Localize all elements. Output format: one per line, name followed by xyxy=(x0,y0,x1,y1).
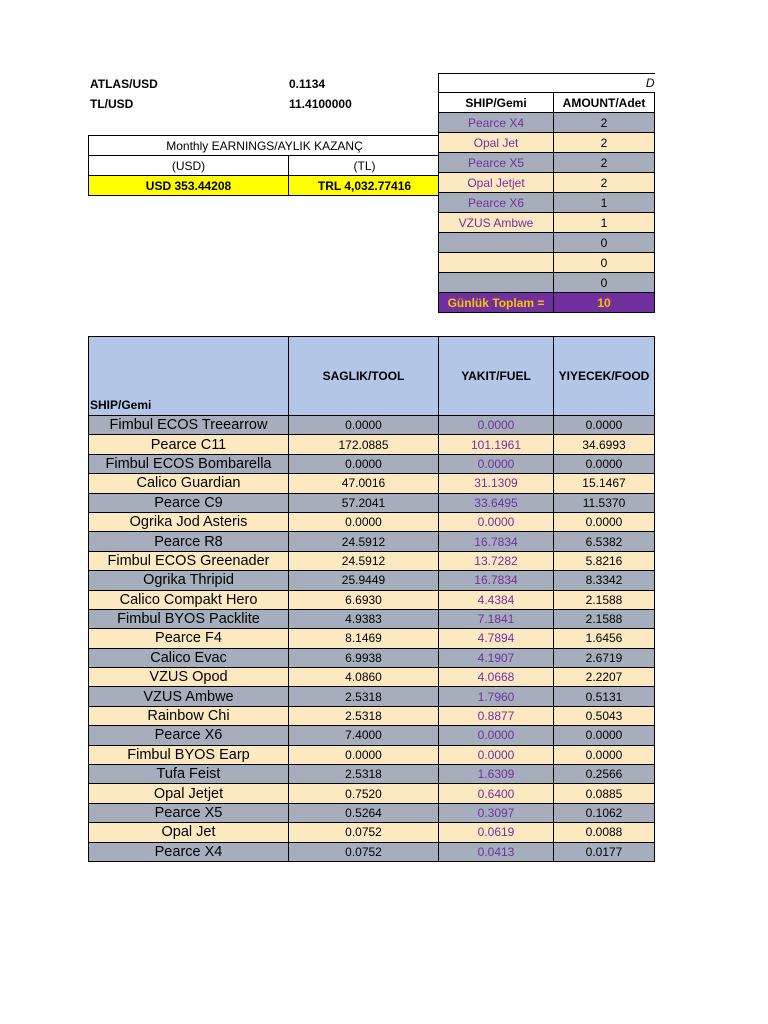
tool-value: 4.9383 xyxy=(289,609,439,628)
table-row xyxy=(89,629,655,648)
summary-amount: 2 xyxy=(554,133,655,153)
summary-amount: 1 xyxy=(554,193,655,213)
tool-value: 0.5264 xyxy=(289,803,439,822)
tool-value: 0.0000 xyxy=(289,416,439,435)
ship-name: VZUS Ambwe xyxy=(89,687,289,706)
food-value: 0.5043 xyxy=(554,706,655,725)
tool-value: 6.9938 xyxy=(289,648,439,667)
summary-row xyxy=(439,193,655,213)
tool-value: 2.5318 xyxy=(289,706,439,725)
tool-value: 172.0885 xyxy=(289,435,439,454)
summary-amount: 2 xyxy=(554,113,655,133)
earnings-tl-header: (TL) xyxy=(289,156,441,176)
table-row xyxy=(89,668,655,687)
summary-ship-name: Opal Jetjet xyxy=(439,173,554,193)
food-value: 2.6719 xyxy=(554,648,655,667)
food-value: 34.6993 xyxy=(554,435,655,454)
food-value: 0.0000 xyxy=(554,416,655,435)
ship-name: Fimbul ECOS Bombarella xyxy=(89,454,289,473)
fuel-value: 7.1841 xyxy=(439,609,554,628)
ship-name: Pearce X5 xyxy=(89,803,289,822)
main-ship-header: SHIP/Gemi xyxy=(89,337,289,416)
fuel-value: 31.1309 xyxy=(439,474,554,493)
fuel-value: 4.4384 xyxy=(439,590,554,609)
table-row xyxy=(89,416,655,435)
fuel-value: 0.6400 xyxy=(439,784,554,803)
daily-total-label: Günlük Toplam = xyxy=(439,293,554,313)
tool-value: 2.5318 xyxy=(289,687,439,706)
ship-name: Opal Jet xyxy=(89,823,289,842)
food-value: 0.0000 xyxy=(554,745,655,764)
fuel-value: 13.7282 xyxy=(439,551,554,570)
summary-ship-name xyxy=(439,273,554,293)
tool-value: 0.0000 xyxy=(289,512,439,531)
ship-name: Pearce X4 xyxy=(89,842,289,861)
food-value: 1.6456 xyxy=(554,629,655,648)
tool-value: 24.5912 xyxy=(289,532,439,551)
table-row xyxy=(89,706,655,725)
food-value: 0.1062 xyxy=(554,803,655,822)
summary-row xyxy=(439,253,655,273)
summary-ship-name: Pearce X5 xyxy=(439,153,554,173)
summary-row xyxy=(439,273,655,293)
fuel-value: 101.1961 xyxy=(439,435,554,454)
atlas-usd-label: ATLAS/USD xyxy=(90,77,158,91)
food-value: 2.1588 xyxy=(554,609,655,628)
fuel-value: 0.0000 xyxy=(439,416,554,435)
fuel-value: 4.7894 xyxy=(439,629,554,648)
ship-name: Opal Jetjet xyxy=(89,784,289,803)
tool-value: 4.0860 xyxy=(289,668,439,687)
summary-amount: 0 xyxy=(554,273,655,293)
ship-name: Fimbul BYOS Earp xyxy=(89,745,289,764)
table-row xyxy=(89,842,655,861)
food-value: 15.1467 xyxy=(554,474,655,493)
food-value: 8.3342 xyxy=(554,571,655,590)
food-value: 0.0000 xyxy=(554,726,655,745)
summary-amount: 2 xyxy=(554,153,655,173)
earnings-title: Monthly EARNINGS/AYLIK KAZANÇ xyxy=(89,136,441,156)
summary-row xyxy=(439,173,655,193)
tool-value: 0.0752 xyxy=(289,842,439,861)
fuel-value: 4.0668 xyxy=(439,668,554,687)
food-value: 6.5382 xyxy=(554,532,655,551)
summary-amount: 1 xyxy=(554,213,655,233)
food-value: 0.0088 xyxy=(554,823,655,842)
table-row xyxy=(89,512,655,531)
ship-name: Rainbow Chi xyxy=(89,706,289,725)
table-row xyxy=(89,609,655,628)
summary-row xyxy=(439,153,655,173)
food-value: 5.8216 xyxy=(554,551,655,570)
fuel-value: 0.0000 xyxy=(439,726,554,745)
food-value: 2.2207 xyxy=(554,668,655,687)
summary-ship-header: SHIP/Gemi xyxy=(439,93,554,113)
table-row xyxy=(89,454,655,473)
tool-value: 2.5318 xyxy=(289,765,439,784)
summary-ship-name xyxy=(439,233,554,253)
ship-name: VZUS Opod xyxy=(89,668,289,687)
table-row xyxy=(89,532,655,551)
fuel-value: 0.0000 xyxy=(439,454,554,473)
fuel-value: 0.3097 xyxy=(439,803,554,822)
summary-row xyxy=(439,233,655,253)
summary-amount: 0 xyxy=(554,233,655,253)
table-row xyxy=(89,745,655,764)
main-fuel-header: YAKIT/FUEL xyxy=(439,337,554,416)
fuel-value: 0.0619 xyxy=(439,823,554,842)
summary-ship-name: VZUS Ambwe xyxy=(439,213,554,233)
summary-amount: 0 xyxy=(554,253,655,273)
table-row xyxy=(89,726,655,745)
table-row xyxy=(89,765,655,784)
summary-ship-name: Pearce X6 xyxy=(439,193,554,213)
fuel-value: 1.7960 xyxy=(439,687,554,706)
table-row xyxy=(89,474,655,493)
summary-amount: 2 xyxy=(554,173,655,193)
fuel-value: 16.7834 xyxy=(439,571,554,590)
fuel-value: 0.0413 xyxy=(439,842,554,861)
fuel-value: 4.1907 xyxy=(439,648,554,667)
ship-name: Pearce X6 xyxy=(89,726,289,745)
ship-name: Calico Compakt Hero xyxy=(89,590,289,609)
tool-value: 8.1469 xyxy=(289,629,439,648)
tool-value: 57.2041 xyxy=(289,493,439,512)
ship-consumption-table xyxy=(88,336,655,862)
tool-value: 0.0752 xyxy=(289,823,439,842)
ship-name: Tufa Feist xyxy=(89,765,289,784)
summary-amount-header: AMOUNT/Adet xyxy=(554,93,655,113)
tl-usd-label: TL/USD xyxy=(90,97,134,111)
summary-ship-name: Opal Jet xyxy=(439,133,554,153)
summary-row xyxy=(439,113,655,133)
food-value: 2.1588 xyxy=(554,590,655,609)
tool-value: 0.0000 xyxy=(289,454,439,473)
earnings-usd-header: (USD) xyxy=(89,156,289,176)
earnings-tl-value: TRL 4,032.77416 xyxy=(289,176,441,196)
tool-value: 0.0000 xyxy=(289,745,439,764)
tool-value: 7.4000 xyxy=(289,726,439,745)
food-value: 0.0000 xyxy=(554,512,655,531)
ship-name: Fimbul BYOS Packlite xyxy=(89,609,289,628)
table-row xyxy=(89,493,655,512)
table-row xyxy=(89,803,655,822)
ship-name: Pearce C11 xyxy=(89,435,289,454)
table-row xyxy=(89,571,655,590)
food-value: 0.5131 xyxy=(554,687,655,706)
fuel-value: 0.8877 xyxy=(439,706,554,725)
tool-value: 0.7520 xyxy=(289,784,439,803)
food-value: 11.5370 xyxy=(554,493,655,512)
table-row xyxy=(89,784,655,803)
atlas-usd-value: 0.1134 xyxy=(289,77,326,91)
fuel-value: 0.0000 xyxy=(439,745,554,764)
ship-name: Pearce C9 xyxy=(89,493,289,512)
fuel-value: 1.6309 xyxy=(439,765,554,784)
ship-amount-table xyxy=(438,73,655,313)
food-value: 0.0000 xyxy=(554,454,655,473)
food-value: 0.0885 xyxy=(554,784,655,803)
table-row xyxy=(89,823,655,842)
main-tool-header: SAGLIK/TOOL xyxy=(289,337,439,416)
table-row xyxy=(89,648,655,667)
fuel-value: 16.7834 xyxy=(439,532,554,551)
summary-ship-name xyxy=(439,253,554,273)
fuel-value: 0.0000 xyxy=(439,512,554,531)
daily-total-value: 10 xyxy=(554,293,655,313)
tool-value: 6.6930 xyxy=(289,590,439,609)
tl-usd-value: 11.4100000 xyxy=(289,97,352,111)
ship-name: Pearce F4 xyxy=(89,629,289,648)
earnings-table xyxy=(88,135,441,196)
tool-value: 25.9449 xyxy=(289,571,439,590)
ship-name: Ogrika Thripid xyxy=(89,571,289,590)
table-row xyxy=(89,590,655,609)
ship-name: Calico Evac xyxy=(89,648,289,667)
ship-name: Calico Guardian xyxy=(89,474,289,493)
earnings-usd-value: USD 353.44208 xyxy=(89,176,289,196)
ship-name: Ogrika Jod Asteris xyxy=(89,512,289,531)
summary-ship-name: Pearce X4 xyxy=(439,113,554,133)
summary-row xyxy=(439,213,655,233)
main-food-header: YIYECEK/FOOD xyxy=(554,337,655,416)
ship-name: Pearce R8 xyxy=(89,532,289,551)
summary-row xyxy=(439,133,655,153)
summary-top-label: D xyxy=(439,74,655,93)
ship-name: Fimbul ECOS Greenader xyxy=(89,551,289,570)
table-row xyxy=(89,551,655,570)
tool-value: 47.0016 xyxy=(289,474,439,493)
food-value: 0.0177 xyxy=(554,842,655,861)
ship-name: Fimbul ECOS Treearrow xyxy=(89,416,289,435)
table-row xyxy=(89,435,655,454)
food-value: 0.2566 xyxy=(554,765,655,784)
tool-value: 24.5912 xyxy=(289,551,439,570)
table-row xyxy=(89,687,655,706)
fuel-value: 33.6495 xyxy=(439,493,554,512)
